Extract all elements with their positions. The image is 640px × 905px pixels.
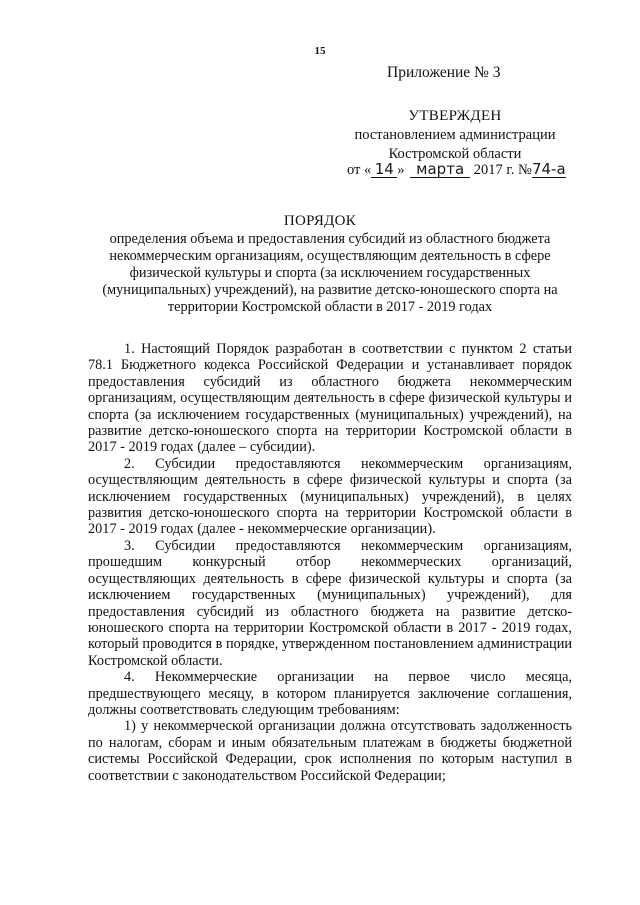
date-year: 2017 г. № [473, 162, 532, 178]
subtitle-line: физической культуры и спорта (за исключением государственных [129, 264, 531, 281]
appendix-label: Приложение № 3 [387, 64, 501, 81]
approval-date [347, 161, 566, 179]
paragraph-4: 4. Некоммерческие организации на первое число месяца, предшествующего месяцу, в котором планируется заключение соглашения, должны соответствовать следующим требованиям: [88, 669, 572, 718]
date-month: марта [410, 161, 470, 178]
paragraph-3: 3. Субсидии предоставляются некоммерческим организациям, прошедшим конкурсный отбор некоммерческих организаций, осуществляющих деятельность в сфере физической культуры и спорта (за исключением государственных (муниципальных) учреждений), для предоставления субсидий из областного бюджета на развитие детско-юношеского спорта на территории Костромской области в 2017 - 2019 годах, который проводится в порядке, утвержденном постановлением администрации Костромской области. [88, 537, 572, 669]
approval-block [330, 107, 580, 164]
subtitle-line: территории Костромской области в 2017 - 2019 годах [167, 298, 493, 315]
date-prefix: от « [347, 162, 372, 178]
document-title: ПОРЯДОК [283, 213, 357, 229]
paragraph-1: 1. Настоящий Порядок разработан в соответствии с пунктом 2 статьи 78.1 Бюджетного кодекса Российской Федерации и устанавливает порядок предоставления субсидий из областного бюджета некоммерческим организациям, осуществляющим деятельность в сфере физической культуры и спорта (за исключением государственных (муниципальных) учреждений), на развитие детско-юношеского спорта на территории Костромской области в 2017 - 2019 годах (далее – субсидии). [88, 341, 572, 456]
date-number: 74-а [531, 160, 566, 178]
subtitle-line: определения объема и предоставления субсидий из областного бюджета [109, 231, 551, 247]
document-body [88, 341, 572, 784]
subtitle-line: некоммерческим организациям, осуществляющим деятельность в сфере [109, 247, 551, 264]
subtitle-line: (муниципальных) учреждений), на развитие детско-юношеского спорта на [102, 281, 558, 298]
paragraph-2: 2. Субсидии предоставляются некоммерческим организациям, осуществляющим деятельность в сфере физической культуры и спорта (за исключением государственных (муниципальных) учреждений), в целях развития детско-юношеского спорта на территории Костромской области в 2017 - 2019 годах (далее - некоммерческие организации). [88, 455, 572, 538]
document-subtitle [60, 231, 600, 316]
page-number: 15 [314, 45, 326, 57]
approved-title: УТВЕРЖДЕН [408, 108, 502, 124]
paragraph-4-1: 1) у некоммерческой организации должна отсутствовать задолженность по налогам, сборам и иным обязательным платежам в бюджеты бюджетной системы Российской Федерации, срок исполнения по которым наступил в соответствии с законодательством Российской Федерации; [88, 718, 572, 784]
date-day: 14 [371, 161, 397, 178]
approval-line-region: Костромской области [388, 146, 522, 162]
approval-line-resolution: постановлением администрации [354, 127, 556, 143]
date-mid: » [397, 162, 405, 178]
